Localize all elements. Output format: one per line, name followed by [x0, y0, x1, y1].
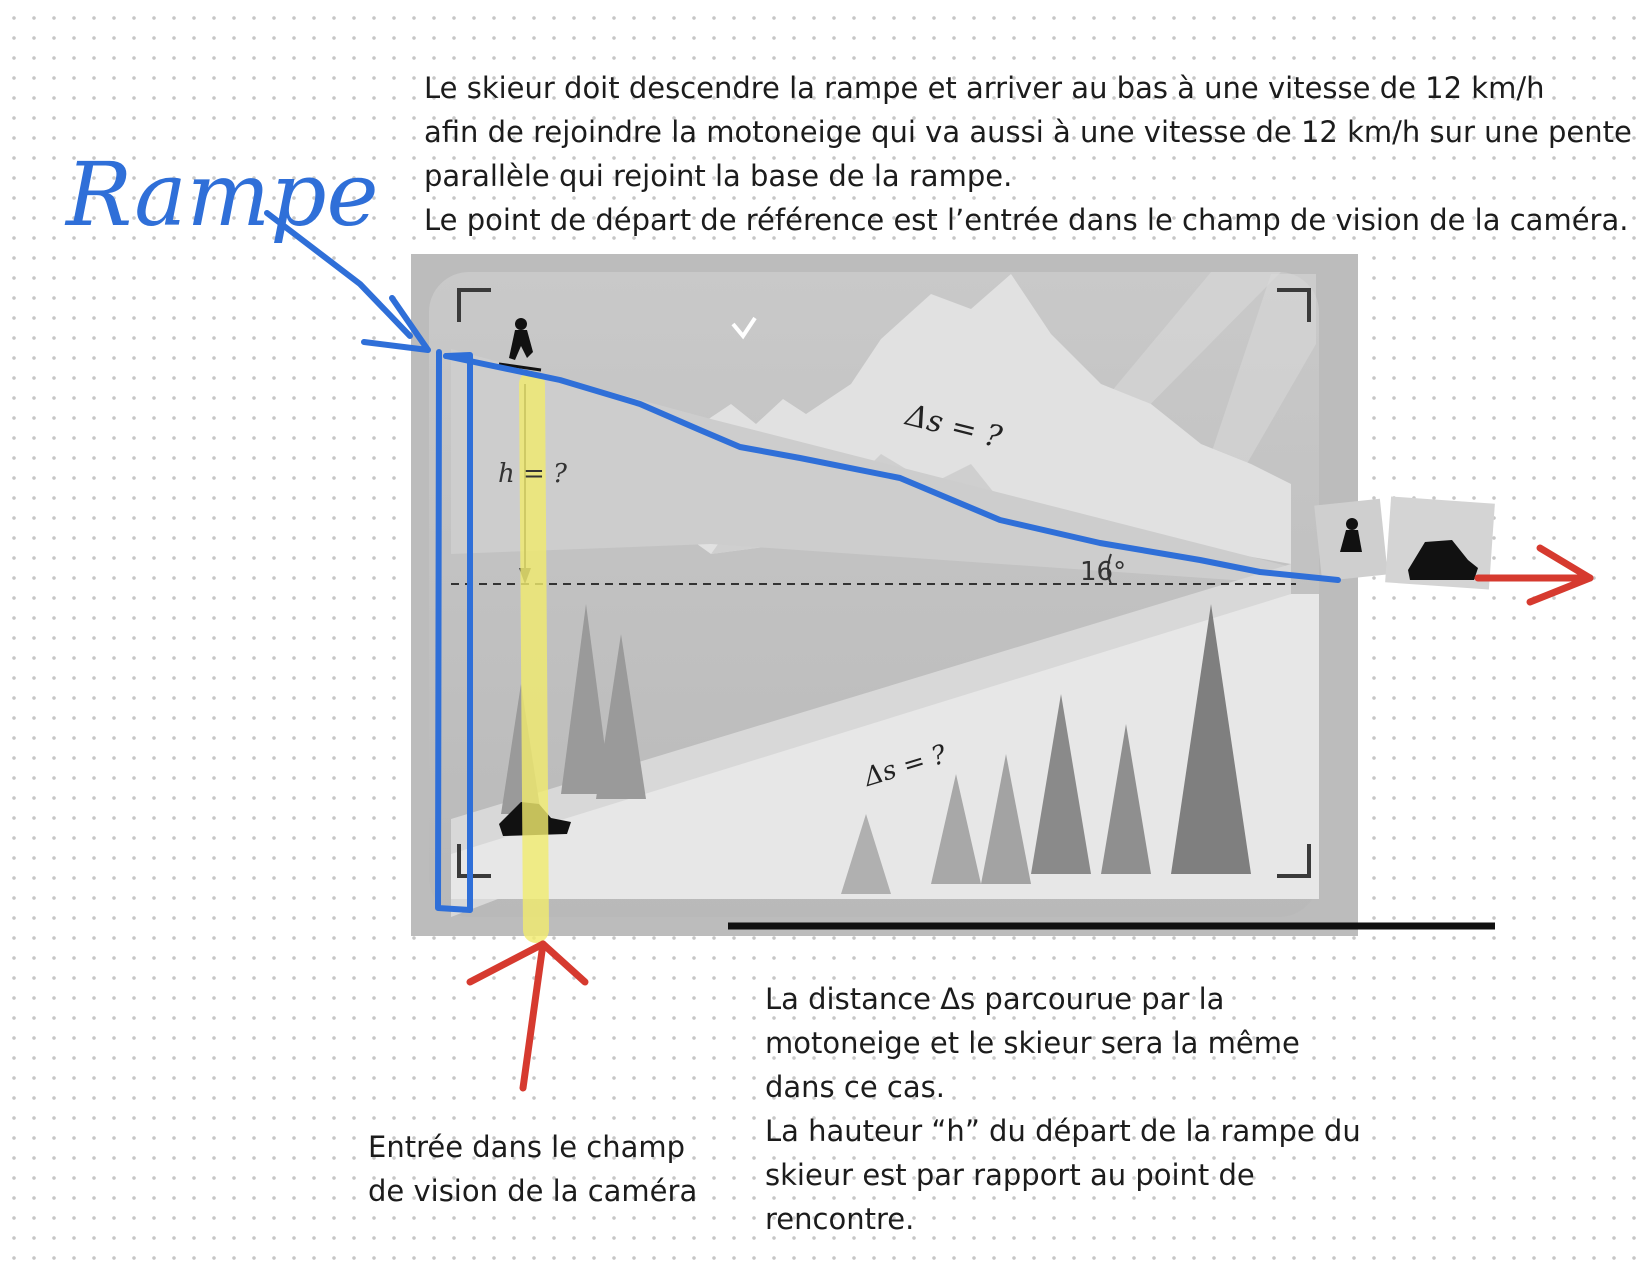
- note-line: La distance Δs parcourue par la: [765, 982, 1225, 1016]
- meeting-point-snapshots: [1314, 496, 1495, 589]
- note-line: motoneige et le skieur sera la même: [765, 1026, 1300, 1060]
- note-line: La hauteur “h” du départ de la rampe du: [765, 1114, 1361, 1148]
- intro-line: parallèle qui rejoint la base de la rampe.: [424, 159, 1013, 193]
- note-line: rencontre.: [765, 1202, 915, 1236]
- lower-distance-label: Δs = ?: [860, 739, 951, 793]
- distance-note: [765, 977, 1361, 1241]
- camera-entry-arrow: [523, 944, 543, 1088]
- height-label: h = ?: [498, 459, 567, 489]
- note-line: Entrée dans le champ: [368, 1130, 686, 1164]
- angle-label: 16°: [1080, 557, 1127, 587]
- camera-entry-note: [368, 1125, 697, 1213]
- intro-line: afin de rejoindre la motoneige qui va aussi à une vitesse de 12 km/h sur une pente: [424, 115, 1632, 149]
- ramp-outline: [267, 213, 1338, 910]
- snapshot-skier-icon: [1346, 518, 1358, 530]
- note-line: de vision de la caméra: [368, 1174, 698, 1208]
- note-line: dans ce cas.: [765, 1070, 945, 1104]
- camera-entry-arrow-head: [470, 944, 585, 982]
- intro-line: Le point de départ de référence est l’entrée dans le champ de vision de la caméra.: [424, 203, 1629, 237]
- note-line: skieur est par rapport au point de: [765, 1158, 1255, 1192]
- rampe-label: Rampe: [66, 143, 379, 246]
- upper-distance-label: Δs = ?: [902, 397, 1006, 456]
- intro-line: Le skieur doit descendre la rampe et arriver au bas à une vitesse de 12 km/h: [424, 71, 1545, 105]
